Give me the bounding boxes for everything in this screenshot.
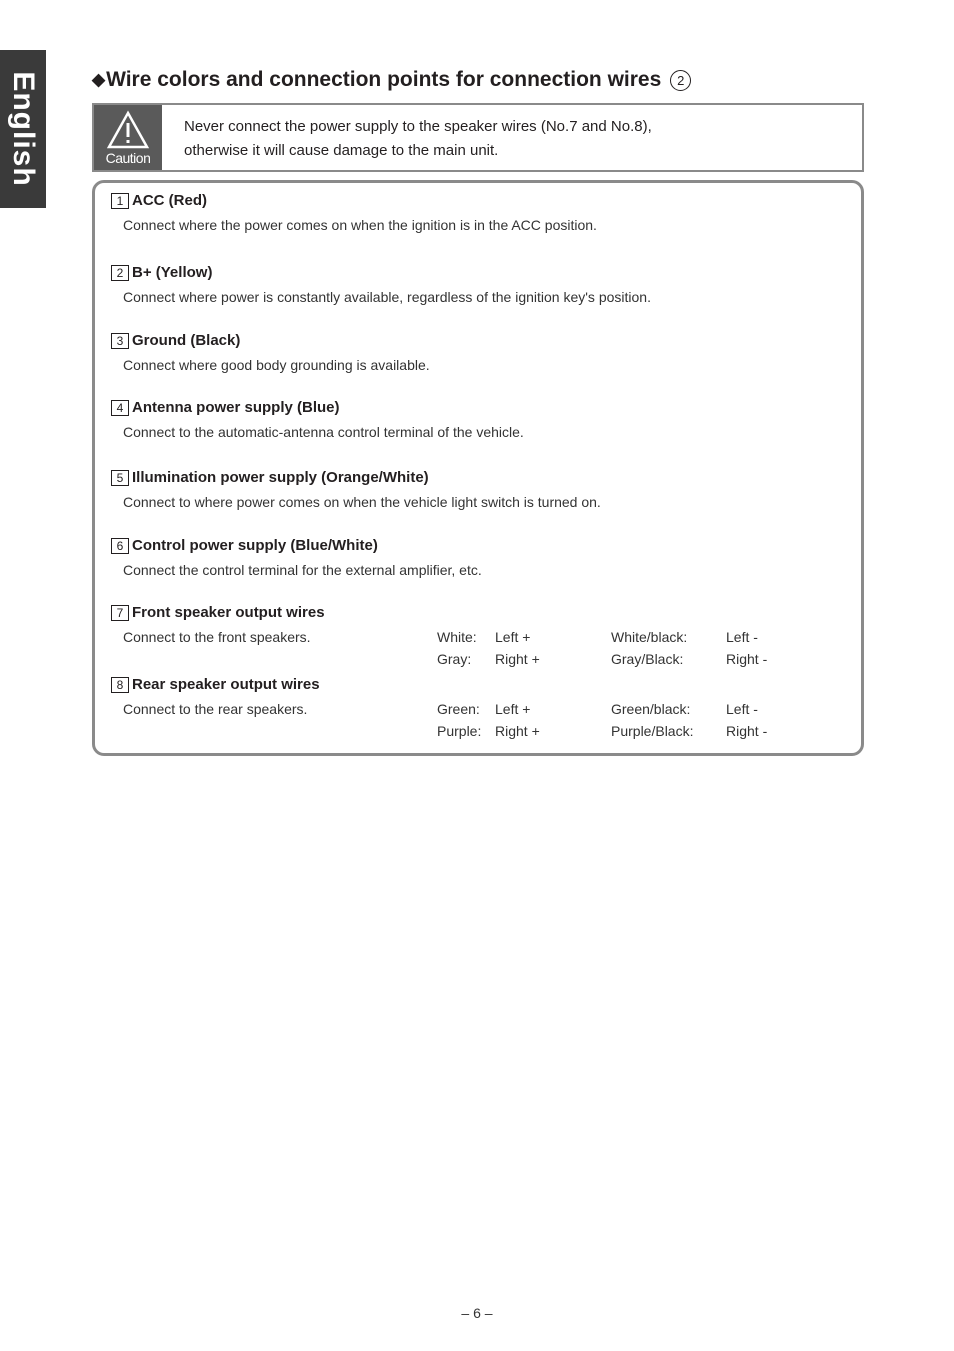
wire-color: Green/black: <box>611 701 691 717</box>
wire-item-illumination <box>111 469 601 510</box>
caution-box <box>92 103 864 172</box>
caution-label: Caution <box>105 150 151 166</box>
item-number: 4 <box>111 400 129 416</box>
language-tab <box>0 50 46 208</box>
wire-color: Purple: <box>437 723 482 739</box>
wire-channel: Right + <box>495 651 540 667</box>
item-description: Connect where power is constantly available, regardless of the ignition key's position. <box>123 289 651 305</box>
item-description: Connect the control terminal for the external amplifier, etc. <box>123 562 482 578</box>
item-description: Connect to where power comes on when the vehicle light switch is turned on. <box>123 494 601 510</box>
item-number: 3 <box>111 333 129 349</box>
wire-channel: Left - <box>726 629 758 645</box>
item-number: 8 <box>111 677 129 693</box>
item-number: 6 <box>111 538 129 554</box>
section-title <box>92 68 691 92</box>
caution-text <box>184 115 652 163</box>
item-number: 5 <box>111 470 129 486</box>
wire-channel: Right + <box>495 723 540 739</box>
section-number-badge: 2 <box>670 70 691 91</box>
wire-color: Green: <box>437 701 480 717</box>
wire-item-acc <box>111 192 597 233</box>
caution-line-1: Never connect the power supply to the speaker wires (No.7 and No.8), <box>184 118 652 135</box>
item-description: Connect to the rear speakers. <box>123 701 308 717</box>
wire-channel: Left - <box>726 701 758 717</box>
wire-item-front-speaker <box>111 604 325 645</box>
wire-channel: Left + <box>495 701 531 717</box>
item-description: Connect where good body grounding is available. <box>123 357 430 373</box>
item-title: Ground (Black) <box>132 332 241 349</box>
language-tab-label: English <box>7 71 40 187</box>
item-title: ACC (Red) <box>132 192 207 209</box>
item-description: Connect where the power comes on when the ignition is in the ACC position. <box>123 217 597 233</box>
item-title: B+ (Yellow) <box>132 264 213 281</box>
item-title: Antenna power supply (Blue) <box>132 399 340 416</box>
item-title: Illumination power supply (Orange/White) <box>132 469 429 486</box>
item-description: Connect to the automatic-antenna control terminal of the vehicle. <box>123 424 524 440</box>
item-title: Rear speaker output wires <box>132 676 320 693</box>
wire-item-antenna <box>111 399 524 440</box>
wire-color: Gray: <box>437 651 472 667</box>
wire-color: White/black: <box>611 629 688 645</box>
caution-line-2: otherwise it will cause damage to the main unit. <box>184 142 499 159</box>
wire-channel: Left + <box>495 629 531 645</box>
item-title: Control power supply (Blue/White) <box>132 537 378 554</box>
item-number: 2 <box>111 265 129 281</box>
item-title: Front speaker output wires <box>132 604 325 621</box>
section-title-text: Wire colors and connection points for connection wires <box>106 68 662 91</box>
wire-color: White: <box>437 629 477 645</box>
wire-item-bplus <box>111 264 651 305</box>
diamond-bullet-icon: ◆ <box>92 70 106 89</box>
wire-color: Purple/Black: <box>611 723 694 739</box>
item-number: 1 <box>111 193 129 209</box>
caution-badge <box>94 105 162 170</box>
item-description: Connect to the front speakers. <box>123 629 311 645</box>
wire-item-ground <box>111 332 430 373</box>
wire-channel: Right - <box>726 651 768 667</box>
wire-color: Gray/Black: <box>611 651 684 667</box>
page-number: – 6 – <box>461 1305 493 1321</box>
warning-triangle-icon <box>106 110 150 150</box>
wire-item-control <box>111 537 482 578</box>
wire-item-rear-speaker <box>111 676 320 717</box>
wire-channel: Right - <box>726 723 768 739</box>
item-number: 7 <box>111 605 129 621</box>
